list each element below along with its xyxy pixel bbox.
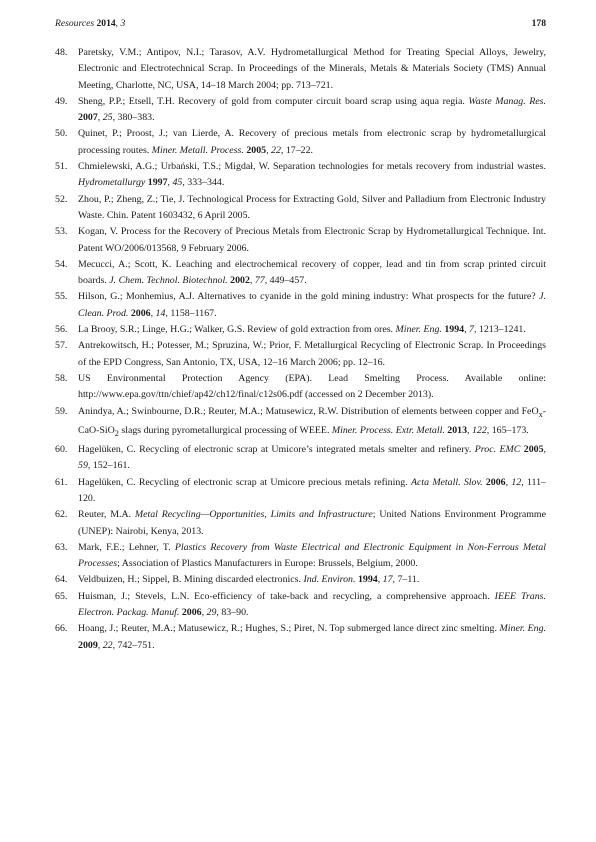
- reference-number: 62.: [55, 509, 68, 521]
- reference-text: [78, 322, 546, 338]
- reference-segment: Zhou, P.; Zheng, Z.; Tie, J. Technological Process for Extracting Gold, Silver and Palladium from Electronic Industry Waste. Chin. Patent 1603432, 6 April 2005.: [78, 193, 546, 221]
- reference-number: 59.: [55, 405, 68, 417]
- reference-segment: -CaO-SiO: [78, 405, 546, 436]
- reference-segment: , 83–90.: [216, 607, 249, 619]
- reference-text: [78, 45, 546, 94]
- reference-italic-text: Miner. Process. Extr. Metall.: [331, 424, 445, 436]
- reference-item: [55, 224, 546, 257]
- reference-segment: Mark, F.E.; Lehner, T.: [78, 541, 175, 553]
- reference-segment: ,: [505, 476, 512, 488]
- reference-italic-text: Miner. Eng.: [395, 324, 442, 336]
- reference-year: 2006: [130, 307, 151, 319]
- reference-segment: , 742–751.: [112, 639, 155, 651]
- reference-text: [78, 257, 546, 290]
- reference-segment: Chmielewski, A.G.; Urbański, T.S.; Migdał, W. Separation technologies for metals recovery from industrial wastes.: [78, 161, 546, 173]
- reference-segment: slags during pyrometallurgical processing of WEEE.: [118, 424, 332, 436]
- reference-segment: ,: [543, 444, 546, 456]
- reference-segment: ,: [464, 324, 470, 336]
- reference-item: [55, 589, 546, 622]
- reference-segment: ,: [97, 112, 103, 124]
- reference-text: [78, 572, 546, 588]
- reference-item: [55, 442, 546, 475]
- reference-number: 50.: [55, 128, 68, 140]
- reference-item: [55, 475, 546, 508]
- reference-number: 53.: [55, 226, 68, 238]
- reference-segment: , 380–383.: [112, 112, 155, 124]
- reference-segment: Hoang, J.; Reuter, M.A.; Matusewicz, R.; Hughes, S.; Piret, N. Top submerged lance direct zinc smelting.: [78, 623, 500, 635]
- reference-number: 58.: [55, 372, 68, 384]
- reference-segment: , 17–22.: [280, 144, 313, 156]
- reference-segment: Paretsky, V.M.; Antipov, N.I.; Tarasov, A.V. Hydrometallurgical Method for Treating Special Alloys, Jewelry, Electronic and Electrotechnical Scrap. In Proceedings of the Minerals, Metals & Materials Society (TMS) Annual Meeting, Charlotte, NC, USA, 14–18 March 2004; pp. 713–721.: [78, 47, 546, 91]
- reference-text: [78, 507, 546, 540]
- reference-segment: Kogan, V. Process for the Recovery of Precious Metals from Electronic Scrap by Hydrometallurgical Technique. Int. Patent WO/2006/013568, 9 February 2006.: [78, 226, 546, 254]
- reference-year: 2009: [78, 639, 98, 651]
- reference-year: 1997: [147, 177, 168, 189]
- reference-year: 2002: [230, 275, 250, 287]
- reference-text: [78, 224, 546, 257]
- reference-segment: Hagelüken, C. Recycling of electronic scrap at Umicore precious metals refining.: [78, 476, 411, 488]
- reference-number: 60.: [55, 444, 68, 456]
- reference-segment: ; United Nations Environment Programme (UNEP): Nairobi, Kenya, 2013.: [78, 509, 546, 537]
- reference-segment: Reuter, M.A.: [78, 509, 135, 521]
- reference-text: [78, 371, 546, 404]
- reference-italic-text: Miner. Eng.: [499, 623, 546, 635]
- reference-segment: La Brooy, S.R.; Linge, H.G.; Walker, G.S. Review of gold extraction from ores.: [78, 324, 396, 336]
- reference-italic-text: Waste Manag. Res.: [468, 95, 546, 107]
- reference-item: [55, 507, 546, 540]
- reference-italic-text: 12: [511, 476, 522, 488]
- reference-item: [55, 94, 546, 127]
- reference-year: 2007: [78, 112, 98, 124]
- reference-italic-text: 29: [206, 607, 217, 619]
- reference-text: [78, 475, 546, 508]
- reference-segment: ; Association of Plastics Manufacturers in Europe: Brussels, Belgium, 2000.: [117, 558, 418, 570]
- reference-item: [55, 322, 546, 338]
- reference-number: 56.: [55, 324, 68, 336]
- reference-year: 1994: [357, 574, 378, 586]
- reference-segment: ,: [167, 177, 173, 189]
- reference-italic-text: 14: [155, 307, 166, 319]
- reference-number: 54.: [55, 258, 68, 270]
- reference-segment: Antrekowitsch, H.; Potesser, M.; Spruzina, W.; Prior, F. Metallurgical Recycling of Electronic Scrap. In Proceedings of the EPD Congress, San Antonio, TX, USA, 12–16 March 2006; pp. 12–16.: [78, 340, 546, 368]
- reference-italic-text: Plastics Recovery from Waste Electrical and Electronic Equipment in Non-Ferrous Metal Processes: [78, 541, 546, 570]
- reference-segment: ,: [150, 307, 156, 319]
- reference-item: [55, 45, 546, 94]
- reference-italic-text: Hydrometallurgy: [78, 177, 146, 189]
- reference-item: [55, 289, 546, 322]
- reference-number: 57.: [55, 340, 68, 352]
- reference-italic-text: J. Chem. Technol. Biotechnol.: [109, 275, 228, 287]
- reference-segment: ,: [266, 144, 271, 156]
- journal-volume: , 3: [115, 18, 126, 29]
- reference-italic-text: Metal Recycling—Opportunities, Limits and Infrastructure: [134, 509, 373, 521]
- reference-segment: Quinet, P.; Proost, J.; van Lierde, A. Recovery of precious metals from electronic scrap by hydrometallurgical processing routes.: [78, 128, 546, 156]
- reference-number: 61.: [55, 476, 68, 488]
- reference-italic-text: Proc. EMC: [474, 444, 521, 456]
- reference-item: [55, 192, 546, 225]
- reference-italic-text: Ind. Environ.: [303, 574, 356, 586]
- reference-number: 55.: [55, 291, 68, 303]
- reference-segment: Hagelüken, C. Recycling of electronic scrap at Umicore’s integrated metals smelter and refinery.: [78, 444, 475, 456]
- reference-subscript: x: [538, 409, 543, 419]
- reference-year: 2013: [447, 424, 468, 436]
- reference-segment: , 1158–1167.: [165, 307, 217, 319]
- journal-citation: [55, 18, 125, 29]
- reference-italic-text: 77: [254, 275, 265, 287]
- reference-number: 48.: [55, 47, 68, 58]
- reference-italic-text: IEEE Trans. Electron. Packag. Manuf.: [78, 590, 546, 619]
- reference-italic-text: Acta Metall. Slov.: [410, 476, 483, 488]
- reference-number: 52.: [55, 193, 68, 205]
- reference-italic-text: Miner. Metall. Process.: [151, 144, 244, 156]
- reference-text: [78, 338, 546, 371]
- reference-item: [55, 572, 546, 588]
- reference-segment: Mecucci, A.; Scott, K. Leaching and electrochemical recovery of copper, lead and tin from scrap printed circuit boards.: [78, 258, 546, 287]
- reference-segment: , 111–120.: [78, 476, 546, 504]
- reference-number: 64.: [55, 574, 68, 586]
- reference-italic-text: 59: [78, 460, 88, 472]
- reference-segment: Sheng, P.P.; Etsell, T.H. Recovery of gold from computer circuit board scrap using aqua regia.: [78, 95, 469, 107]
- reference-segment: US Environmental Protection Agency (EPA). Lead Smelting Process. Available online: http://www.epa.gov/ttn/chief/ap42/ch12/final/c12s06.pdf (accessed on 2 December 2013).: [78, 372, 546, 401]
- reference-segment: ,: [377, 574, 383, 586]
- reference-text: [78, 289, 546, 322]
- reference-year: 2005: [523, 444, 544, 456]
- reference-item: [55, 371, 546, 404]
- reference-segment: ,: [97, 639, 103, 651]
- reference-segment: Anindya, A.; Swinbourne, D.R.; Reuter, M.A.; Matusewicz, R.W. Distribution of elements between copper and FeO: [78, 405, 539, 417]
- reference-text: [78, 540, 546, 573]
- reference-item: [55, 540, 546, 573]
- reference-text: [78, 621, 546, 654]
- reference-text: [78, 94, 546, 127]
- reference-text: [78, 442, 546, 475]
- reference-segment: ,: [201, 607, 207, 619]
- reference-text: [78, 159, 546, 192]
- reference-year: 1994: [444, 324, 465, 336]
- journal-year: 2014: [96, 18, 116, 29]
- reference-item: [55, 404, 546, 443]
- reference-item: [55, 126, 546, 159]
- reference-italic-text: 22: [102, 639, 113, 651]
- reference-segment: , 1213–1241.: [473, 324, 526, 336]
- reference-item: [55, 257, 546, 290]
- reference-italic-text: 7: [469, 324, 474, 336]
- reference-segment: Huisman, J.; Stevels, L.N. Eco-efficiency of take-back and recycling, a comprehensive approach.: [78, 590, 495, 602]
- reference-italic-text: 22: [271, 144, 281, 156]
- page-number: 178: [531, 18, 546, 29]
- reference-number: 51.: [55, 161, 68, 173]
- reference-subscript: 2: [114, 428, 119, 438]
- reference-segment: Veldbuizen, H.; Sippel, B. Mining discarded electronics.: [78, 574, 304, 586]
- journal-name: Resources: [55, 18, 95, 29]
- reference-year: 2005: [246, 144, 267, 156]
- reference-italic-text: 122: [471, 424, 487, 436]
- reference-year: 2006: [485, 476, 506, 488]
- reference-segment: Hilson, G.; Monhemius, A.J. Alternatives to cyanide in the gold mining industry: What prospects for the future?: [78, 291, 540, 303]
- reference-italic-text: 25: [102, 112, 113, 124]
- reference-segment: , 7–11.: [392, 574, 420, 586]
- reference-year: 2006: [181, 607, 202, 619]
- reference-text: [78, 589, 546, 622]
- reference-number: 65.: [55, 590, 68, 602]
- reference-number: 49.: [55, 95, 68, 107]
- reference-number: 63.: [55, 541, 68, 553]
- reference-segment: ,: [249, 275, 255, 287]
- running-header: [55, 18, 546, 29]
- reference-text: [78, 126, 546, 159]
- reference-item: [55, 338, 546, 371]
- reference-italic-text: J. Clean. Prod.: [78, 291, 546, 319]
- reference-segment: , 152–161.: [87, 460, 130, 472]
- reference-segment: , 333–344.: [182, 177, 225, 189]
- reference-item: [55, 621, 546, 654]
- reference-segment: , 165–173.: [486, 424, 529, 436]
- reference-italic-text: 45: [172, 177, 183, 189]
- reference-segment: , 449–457.: [264, 275, 307, 287]
- reference-list: [55, 45, 546, 654]
- reference-text: [78, 192, 546, 225]
- reference-italic-text: 17: [382, 574, 393, 586]
- reference-segment: ,: [467, 424, 472, 436]
- reference-number: 66.: [55, 623, 68, 635]
- reference-text: [78, 404, 546, 443]
- reference-item: [55, 159, 546, 192]
